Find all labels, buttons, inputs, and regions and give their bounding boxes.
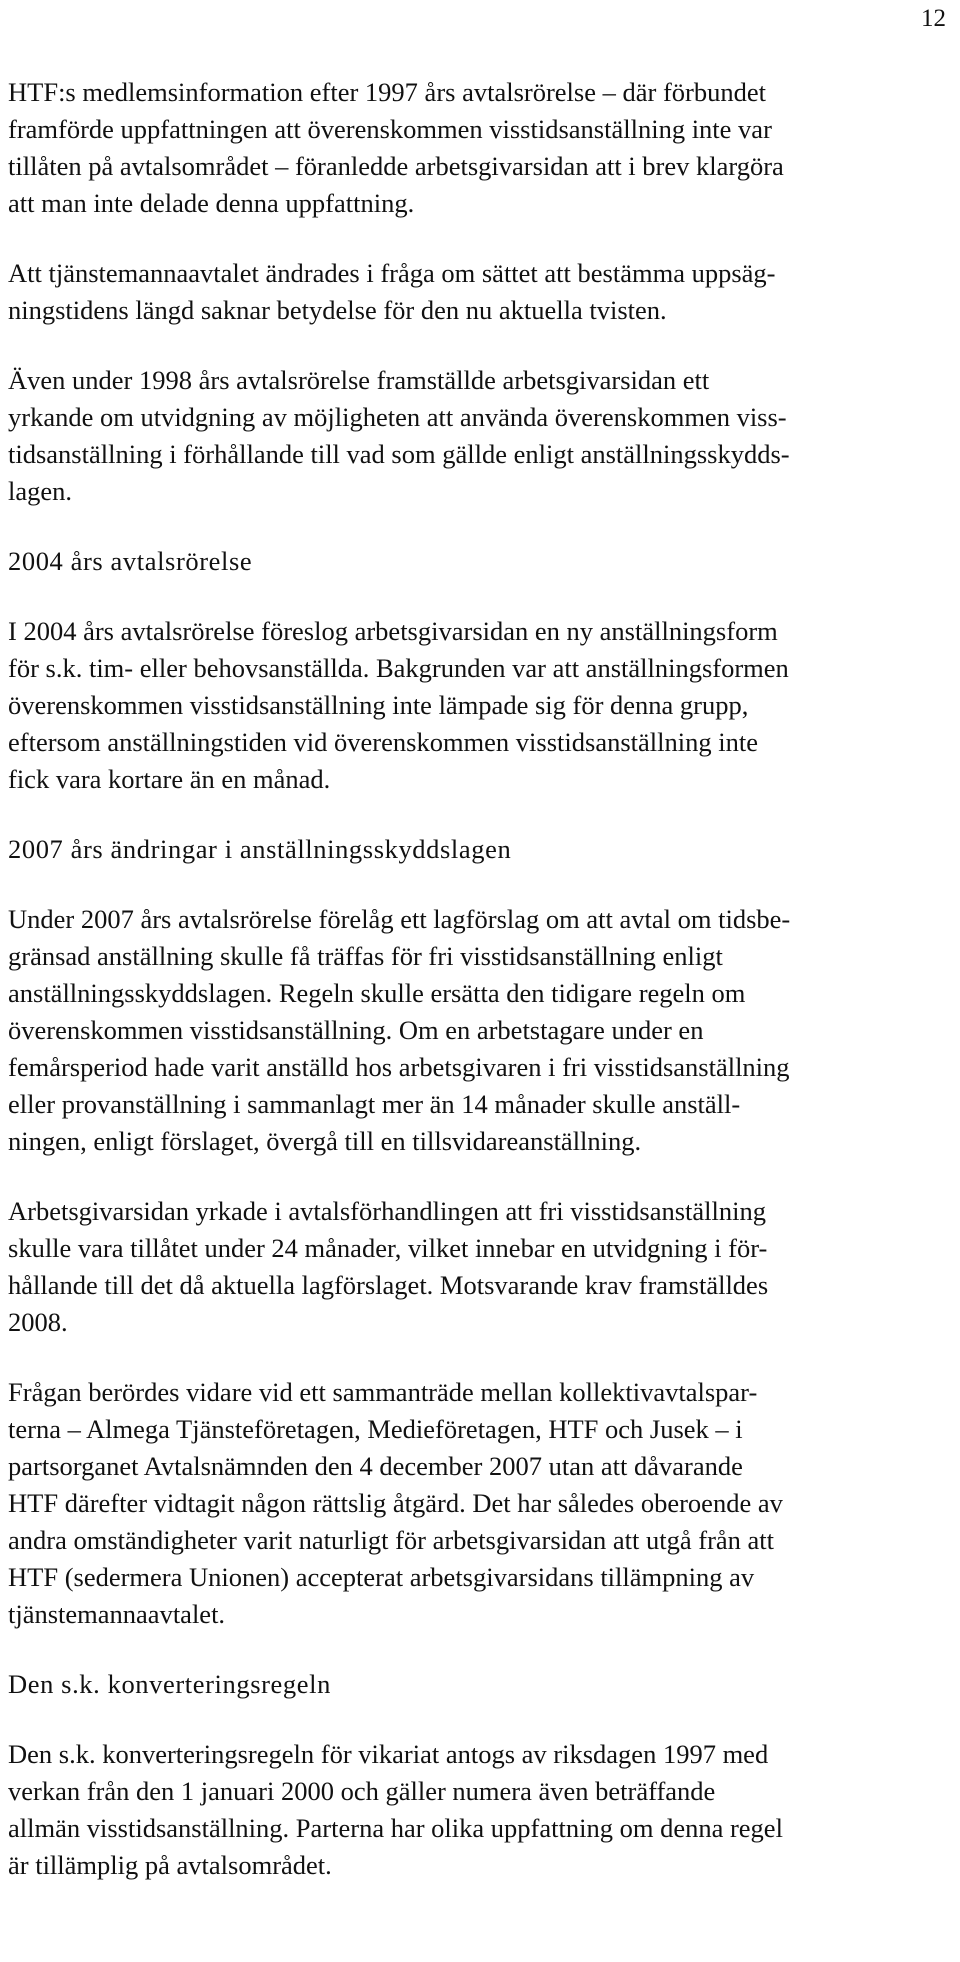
paragraph-tjanstemannaavtalet: Att tjänstemannaavtalet ändrades i fråga om sättet att bestämma uppsäg- ningstidens längd saknar betydelse för den nu aktuella tvisten.	[8, 258, 776, 325]
paragraph-konverteringsregeln: Den s.k. konverteringsregeln för vikariat antogs av riksdagen 1997 med verkan från den 1 januari 2000 och gäller numera även beträffande allmän visstidsanställning. Parterna har olika uppfattning om denna regel är tillämplig på avtalsområdet.	[8, 1739, 783, 1880]
paragraph-htf-medlemsinformation: HTF:s medlemsinformation efter 1997 års avtalsrörelse – där förbundet framförde uppfattningen att överenskommen visstidsanställning inte var tillåten på avtalsområdet – föranledde arbetsgivarsidan att i brev klargöra att man inte delade denna uppfattning.	[8, 77, 784, 218]
heading-2004-avtalsrorelse: 2004 års avtalsrörelse	[8, 546, 253, 576]
paragraph-1998-avtalsrorelse: Även under 1998 års avtalsrörelse framställde arbetsgivarsidan ett yrkande om utvidgning av möjligheten att använda överenskommen viss- tidsanställning i förhållande till vad som gällde enligt anställningsskydds- lagen.	[8, 365, 790, 506]
heading-2007-andringar: 2007 års ändringar i anställningsskyddslagen	[8, 834, 512, 864]
paragraph-2007-avtalsrorelse: Under 2007 års avtalsrörelse förelåg ett lagförslag om att avtal om tidsbe- gränsad anställning skulle få träffas för fri visstidsanställning enligt anställningsskyddslagen. Regeln skulle ersätta den tidigare regeln om överenskommen visstidsanställning. Om en arbetstagare under en femårsperiod hade varit anställd hos arbetsgivaren i fri visstidsanställning eller provanställning i sammanlagt mer än 14 månader skulle anställ- ningen, enligt förslaget, övergå till en tillsvidareanställning.	[8, 904, 791, 1156]
page-number: 12	[921, 5, 946, 32]
paragraph-2004-avtalsrorelse: I 2004 års avtalsrörelse föreslog arbetsgivarsidan en ny anställningsform för s.k. tim- eller behovsanställda. Bakgrunden var att anställningsformen överenskommen visstidsanställning inte lämpade sig för denna grupp, eftersom anställningstiden vid överenskommen visstidsanställning inte fick vara kortare än en månad.	[8, 616, 789, 794]
heading-konverteringsregeln: Den s.k. konverteringsregeln	[8, 1669, 331, 1699]
document-body	[8, 74, 943, 1917]
paragraph-fragan-berordes: Frågan berördes vidare vid ett sammanträde mellan kollektivavtalspar- terna – Almega Tjänsteföretagen, Medieföretagen, HTF och Jusek – i partsorganet Avtalsnämnden den 4 december 2007 utan att dåvarande HTF därefter vidtagit någon rättslig åtgärd. Det har således oberoende av andra omständigheter varit naturligt för arbetsgivarsidan att utgå från att HTF (sedermera Unionen) accepterat arbetsgivarsidans tillämpning av tjänstemannaavtalet.	[8, 1377, 783, 1629]
paragraph-arbetsgivarsidan-yrkade: Arbetsgivarsidan yrkade i avtalsförhandlingen att fri visstidsanställning skulle vara tillåtet under 24 månader, vilket innebar en utvidgning i för- hållande till det då aktuella lagförslaget. Motsvarande krav framställdes 2008.	[8, 1196, 769, 1337]
